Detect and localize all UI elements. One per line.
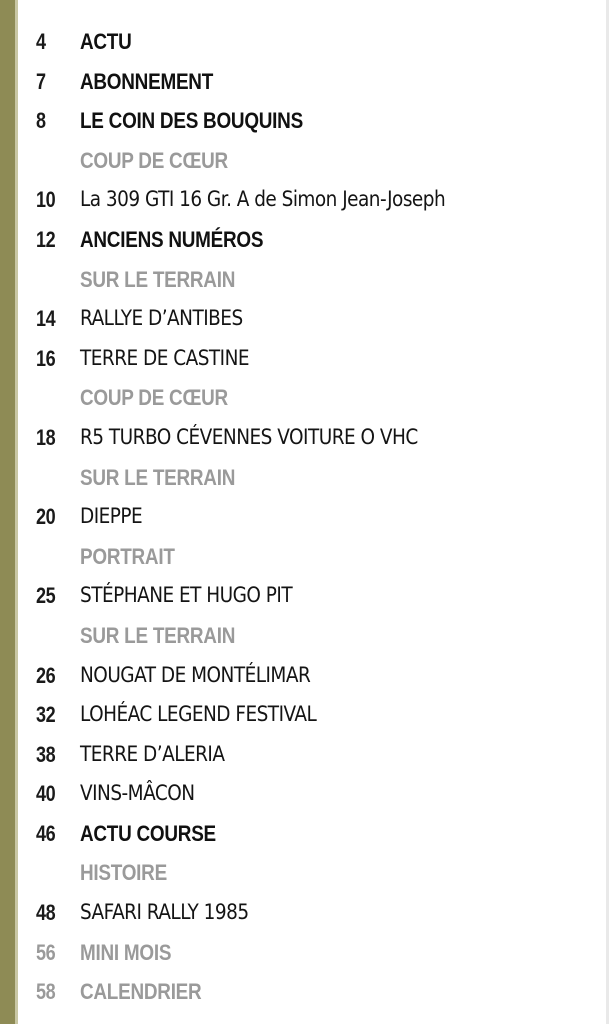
toc-title: SAFARI RALLY 1985 <box>80 900 249 925</box>
toc-title: ACTU COURSE <box>80 820 216 846</box>
toc-page-number: 56 <box>36 939 56 965</box>
toc-section-heading: SUR LE TERRAIN <box>80 464 236 490</box>
toc-title: RALLYE D’ANTIBES <box>80 306 243 331</box>
toc-title: ANCIENS NUMÉROS <box>80 226 264 252</box>
toc-row <box>0 617 600 657</box>
toc-section-heading: HISTOIRE <box>80 860 167 886</box>
toc-page-number: 8 <box>36 108 46 134</box>
toc-row <box>0 63 600 103</box>
toc-section-heading: COUP DE CŒUR <box>80 147 228 173</box>
toc-row <box>0 459 600 499</box>
toc-page-number: 18 <box>36 424 56 450</box>
toc-row <box>0 221 600 261</box>
toc-title: CALENDRIER <box>80 979 202 1005</box>
toc-page-number: 48 <box>36 900 56 926</box>
toc-row <box>0 577 600 617</box>
toc-title: ACTU <box>80 29 132 54</box>
toc-title: LE COIN DES BOUQUINS <box>80 108 303 134</box>
toc-page-number: 58 <box>36 979 56 1005</box>
toc-row <box>0 894 600 934</box>
toc-row <box>0 736 600 776</box>
toc-page-number: 14 <box>36 306 56 332</box>
toc-section-heading: SUR LE TERRAIN <box>80 622 236 648</box>
toc-title: TERRE D’ALERIA <box>80 741 225 766</box>
toc-row <box>0 538 600 578</box>
toc-row <box>0 854 600 894</box>
toc-title: LOHÉAC LEGEND FESTIVAL <box>80 702 317 727</box>
toc-page-number: 16 <box>36 345 56 371</box>
toc-row <box>0 102 600 142</box>
toc-title: DIEPPE <box>80 504 143 529</box>
toc-title: ABONNEMENT <box>80 68 214 94</box>
toc-title: MINI MOIS <box>80 939 172 965</box>
toc-section-heading: COUP DE CŒUR <box>80 385 228 411</box>
toc-row <box>0 142 600 182</box>
toc-page-number: 26 <box>36 662 56 688</box>
toc-row <box>0 815 600 855</box>
toc-row <box>0 181 600 221</box>
toc-row <box>0 300 600 340</box>
toc-title: La 309 GTI 16 Gr. A de Simon Jean-Joseph <box>80 187 446 212</box>
toc-page-number: 25 <box>36 583 56 609</box>
toc-title: NOUGAT DE MONTÉLIMAR <box>80 662 311 687</box>
toc-row <box>0 498 600 538</box>
toc-row <box>0 934 600 974</box>
toc-page-number: 12 <box>36 226 56 252</box>
toc-title: STÉPHANE ET HUGO PIT <box>80 583 293 608</box>
toc-page-number: 10 <box>36 187 56 213</box>
toc-row <box>0 340 600 380</box>
toc-page-number: 38 <box>36 741 56 767</box>
toc-row <box>0 261 600 301</box>
toc-row <box>0 419 600 459</box>
toc-title: TERRE DE CASTINE <box>80 345 250 370</box>
toc-page-number: 7 <box>36 68 46 94</box>
toc-section-heading: SUR LE TERRAIN <box>80 266 236 292</box>
toc-row <box>0 379 600 419</box>
toc-page-number: 46 <box>36 820 56 846</box>
table-of-contents <box>0 23 600 1013</box>
toc-row <box>0 775 600 815</box>
toc-page-number: 40 <box>36 781 56 807</box>
toc-section-heading: PORTRAIT <box>80 543 175 569</box>
toc-page-number: 20 <box>36 504 56 530</box>
toc-title: R5 TURBO CÉVENNES VOITURE O VHC <box>80 424 418 449</box>
toc-row <box>0 696 600 736</box>
toc-page-number: 4 <box>36 29 46 54</box>
toc-title: VINS-MÂCON <box>80 781 195 806</box>
toc-row <box>0 23 600 63</box>
toc-row <box>0 973 600 1013</box>
toc-row <box>0 657 600 697</box>
toc-page-number: 32 <box>36 702 56 728</box>
